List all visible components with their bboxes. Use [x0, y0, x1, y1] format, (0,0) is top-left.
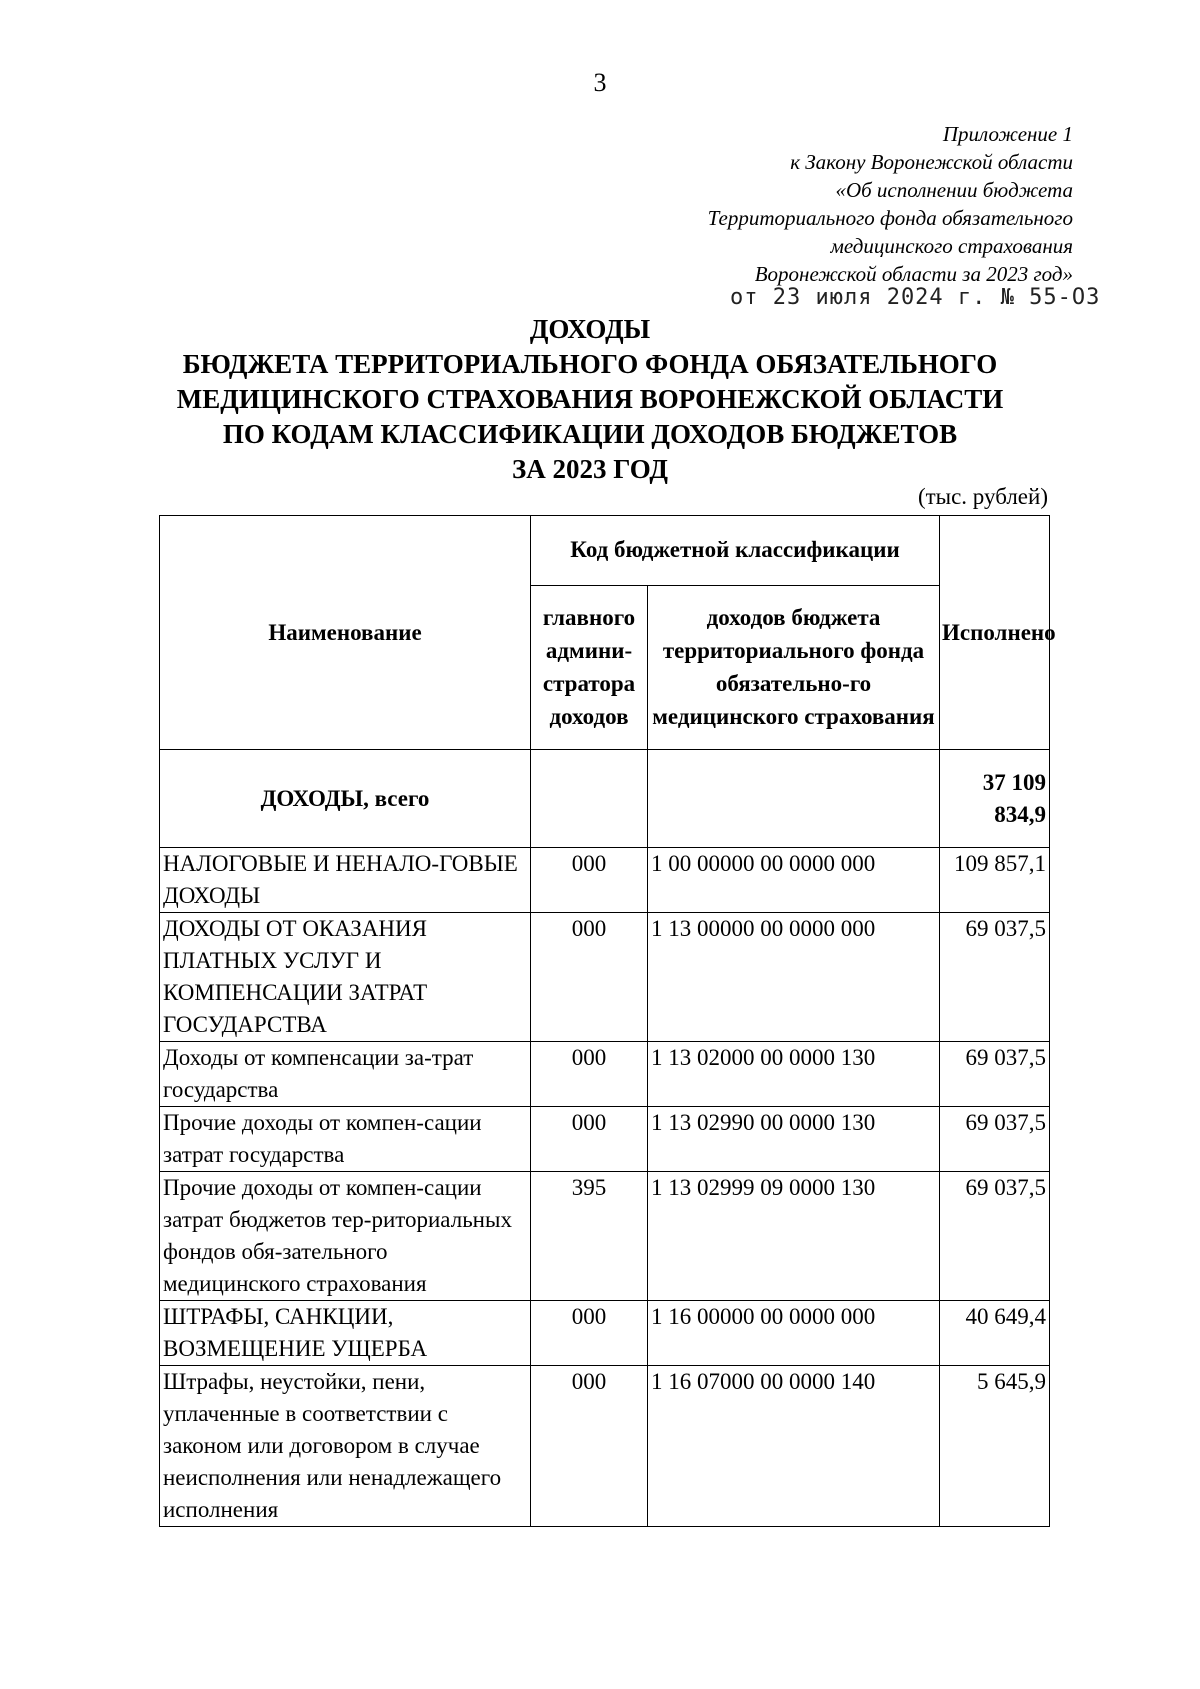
appendix-reference	[473, 120, 1073, 288]
header-name: Наименование	[160, 516, 531, 750]
appendix-line: к Закону Воронежской области	[790, 150, 1073, 174]
appendix-line: Территориального фонда обязательного	[707, 206, 1073, 230]
total-code-empty	[648, 750, 940, 848]
row-name: НАЛОГОВЫЕ И НЕНАЛО-ГОВЫЕ ДОХОДЫ	[160, 848, 531, 913]
row-revenue-code: 1 13 00000 00 0000 000	[648, 913, 940, 1042]
row-admin-code: 000	[531, 848, 648, 913]
total-executed: 37 109 834,9	[940, 750, 1050, 848]
title-line: ПО КОДАМ КЛАССИФИКАЦИИ ДОХОДОВ БЮДЖЕТОВ	[222, 419, 958, 449]
row-revenue-code: 1 13 02990 00 0000 130	[648, 1107, 940, 1172]
row-executed: 69 037,5	[940, 1042, 1050, 1107]
row-admin-code: 000	[531, 1042, 648, 1107]
appendix-line: Воронежской области за 2023 год»	[754, 262, 1073, 286]
header-classification-code: Код бюджетной классификации	[531, 516, 940, 586]
row-admin-code: 000	[531, 913, 648, 1042]
header-executed: Исполнено	[940, 516, 1050, 750]
row-executed: 40 649,4	[940, 1301, 1050, 1366]
row-admin-code: 395	[531, 1172, 648, 1301]
table-row	[160, 1366, 1050, 1527]
row-revenue-code: 1 16 00000 00 0000 000	[648, 1301, 940, 1366]
appendix-line: Приложение 1	[942, 122, 1073, 146]
title-line: ДОХОДЫ	[529, 314, 651, 344]
page-number: 3	[593, 68, 607, 97]
row-admin-code: 000	[531, 1107, 648, 1172]
total-row	[160, 750, 1050, 848]
row-name: ШТРАФЫ, САНКЦИИ, ВОЗМЕЩЕНИЕ УЩЕРБА	[160, 1301, 531, 1366]
table-row	[160, 1107, 1050, 1172]
row-name: Штрафы, неустойки, пени, уплаченные в соответствии с законом или договором в случае неисполнения или ненадлежащего исполнения	[160, 1366, 531, 1527]
header-revenue-code: доходов бюджета территориального фонда обязательно-го медицинского страхования	[648, 585, 940, 749]
law-date-stamp: от 23 июля 2024 г. № 55-ОЗ	[730, 285, 1101, 310]
header-chief-administrator: главного админи-стратора доходов	[531, 585, 648, 749]
title-line: ЗА 2023 ГОД	[512, 454, 668, 484]
row-executed: 5 645,9	[940, 1366, 1050, 1527]
table-row	[160, 1042, 1050, 1107]
row-name: ДОХОДЫ ОТ ОКАЗАНИЯ ПЛАТНЫХ УСЛУГ И КОМПЕНСАЦИИ ЗАТРАТ ГОСУДАРСТВА	[160, 913, 531, 1042]
table-row	[160, 1172, 1050, 1301]
appendix-line: «Об исполнении бюджета	[835, 178, 1073, 202]
row-revenue-code: 1 13 02999 09 0000 130	[648, 1172, 940, 1301]
document-title	[150, 312, 1030, 487]
row-executed: 69 037,5	[940, 913, 1050, 1042]
row-executed: 69 037,5	[940, 1107, 1050, 1172]
row-name: Доходы от компенсации за-трат государства	[160, 1042, 531, 1107]
row-name: Прочие доходы от компен-сации затрат государства	[160, 1107, 531, 1172]
row-admin-code: 000	[531, 1301, 648, 1366]
row-revenue-code: 1 13 02000 00 0000 130	[648, 1042, 940, 1107]
row-executed: 109 857,1	[940, 848, 1050, 913]
table-row	[160, 848, 1050, 913]
units-label: (тыс. рублей)	[917, 484, 1048, 509]
table-row	[160, 1301, 1050, 1366]
row-revenue-code: 1 00 00000 00 0000 000	[648, 848, 940, 913]
row-executed: 69 037,5	[940, 1172, 1050, 1301]
table-row	[160, 913, 1050, 1042]
title-line: МЕДИЦИНСКОГО СТРАХОВАНИЯ ВОРОНЕЖСКОЙ ОБЛАСТИ	[176, 384, 1004, 414]
row-revenue-code: 1 16 07000 00 0000 140	[648, 1366, 940, 1527]
appendix-line: медицинского страхования	[830, 234, 1073, 258]
total-admin-empty	[531, 750, 648, 848]
title-line: БЮДЖЕТА ТЕРРИТОРИАЛЬНОГО ФОНДА ОБЯЗАТЕЛЬНОГО	[182, 349, 998, 379]
row-name: Прочие доходы от компен-сации затрат бюджетов тер-риториальных фондов обя-зательного медицинского страхования	[160, 1172, 531, 1301]
row-admin-code: 000	[531, 1366, 648, 1527]
revenue-table	[159, 515, 1056, 1527]
total-name: ДОХОДЫ, всего	[160, 750, 531, 848]
